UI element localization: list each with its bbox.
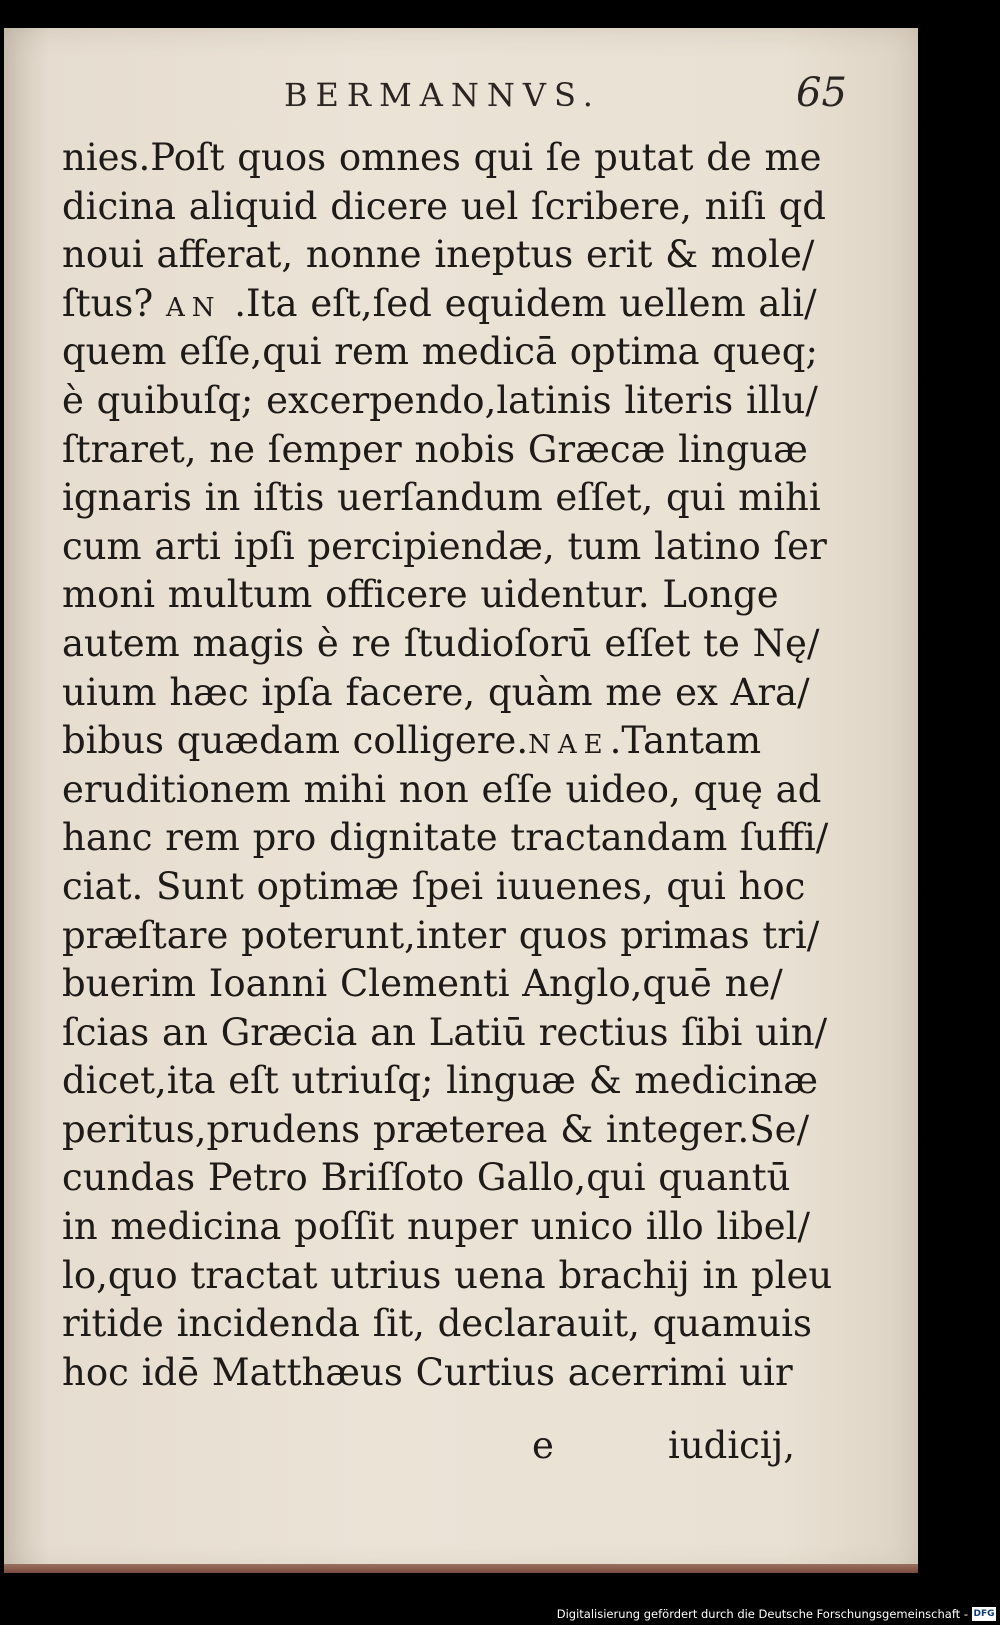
signature-mark: e xyxy=(532,1424,554,1467)
text-line xyxy=(62,523,862,572)
text-line xyxy=(62,1300,862,1349)
line-segment: cundas Petro Briſſoto Gallo,qui quantū xyxy=(62,1156,791,1200)
line-segment: quem eſſe,qui rem medicā optima queq; xyxy=(62,330,818,374)
line-segment: in medicina poſſit nuper unico illo libel/ xyxy=(62,1205,810,1249)
page-number: 65 xyxy=(796,70,847,116)
text-line xyxy=(62,1009,862,1058)
line-segment: .Ita eſt,ſed equidem uellem ali/ xyxy=(221,281,817,325)
line-segment: peritus,prudens præterea & integer.Se/ xyxy=(62,1107,810,1151)
text-line xyxy=(62,183,862,232)
text-line xyxy=(62,426,862,475)
text-line xyxy=(62,1203,862,1252)
text-line xyxy=(62,717,862,766)
line-segment: dicet,ita eſt utriuſq; linguæ & medicinæ xyxy=(62,1059,819,1103)
text-line xyxy=(62,231,862,280)
text-line xyxy=(62,1349,862,1398)
line-segment: buerim Ioanni Clementi Anglo,quē ne/ xyxy=(62,962,783,1006)
line-segment: uium hæc ipſa facere, quàm me ex Ara/ xyxy=(62,670,810,714)
text-line xyxy=(62,1057,862,1106)
text-line xyxy=(62,328,862,377)
text-line xyxy=(62,377,862,426)
text-line xyxy=(62,474,862,523)
line-segment: ſtus? xyxy=(62,281,166,325)
speaker-abbrev: AN xyxy=(165,292,222,323)
line-segment: ritide incidenda ſit, declarauit, quamuis xyxy=(62,1302,812,1346)
line-segment: cum arti ipſi percipiendæ, tum latino ſer xyxy=(62,524,827,568)
text-line xyxy=(62,669,862,718)
text-line xyxy=(62,814,862,863)
page-edge xyxy=(4,1564,918,1573)
text-line xyxy=(62,960,862,1009)
text-line xyxy=(62,766,862,815)
book-page xyxy=(4,28,918,1573)
line-segment: dicina aliquid dicere uel ſcribere, niſi qd xyxy=(62,184,826,228)
line-segment: nies.Poſt quos omnes qui ſe putat de me xyxy=(62,136,822,179)
line-segment: ſtraret, ne ſemper nobis Græcæ linguæ xyxy=(62,427,808,471)
line-segment: hanc rem pro dignitate tractandam ſuffi/ xyxy=(62,816,829,860)
line-segment: moni multum officere uidentur. Longe xyxy=(62,573,779,617)
text-line xyxy=(62,912,862,961)
text-line xyxy=(62,1106,862,1155)
text-line xyxy=(62,1252,862,1301)
text-line xyxy=(62,280,862,329)
text-line xyxy=(62,863,862,912)
page-header xyxy=(4,68,918,128)
text-line xyxy=(62,1154,862,1203)
line-segment: bibus quædam colligere. xyxy=(62,719,529,763)
text-line xyxy=(62,134,862,183)
page-foot xyxy=(62,1424,862,1474)
line-segment: è quibuſq; excerpendo,latinis literis illu/ xyxy=(62,378,818,422)
line-segment: ciat. Sunt optimæ ſpei iuuenes, qui hoc xyxy=(62,864,806,908)
line-segment: hoc idē Matthæus Curtius acerrimi uir xyxy=(62,1350,793,1394)
body-text xyxy=(62,134,862,1397)
line-segment: ignaris in iſtis uerſandum eſſet, qui mihi xyxy=(62,476,821,520)
running-head: BERMANNVS. xyxy=(284,76,601,114)
dfg-logo: DFG xyxy=(973,1609,995,1619)
line-segment: eruditionem mihi non eſſe uideo, quę ad xyxy=(62,767,822,811)
line-segment: ſcias an Græcia an Latiū rectius ſibi uin/ xyxy=(62,1010,828,1054)
line-segment: lo,quo tractat utrius uena brachij in pleu xyxy=(62,1253,833,1297)
line-segment: præſtare poterunt,inter quos primas tri/ xyxy=(62,913,820,957)
footer-bar xyxy=(0,1605,1000,1625)
line-segment: autem magis è re ſtudioſorū eſſet te Nę/ xyxy=(62,621,820,665)
speaker-abbrev: NAE xyxy=(528,730,610,761)
text-line xyxy=(62,571,862,620)
catchword: iudicij, xyxy=(668,1424,795,1467)
line-segment: .Tantam xyxy=(609,719,762,763)
funding-credit: Digitalisierung gefördert durch die Deutsche Forschungsgemeinschaft - xyxy=(556,1607,968,1621)
text-line xyxy=(62,620,862,669)
line-segment: noui afferat, nonne ineptus erit & mole/ xyxy=(62,233,815,277)
